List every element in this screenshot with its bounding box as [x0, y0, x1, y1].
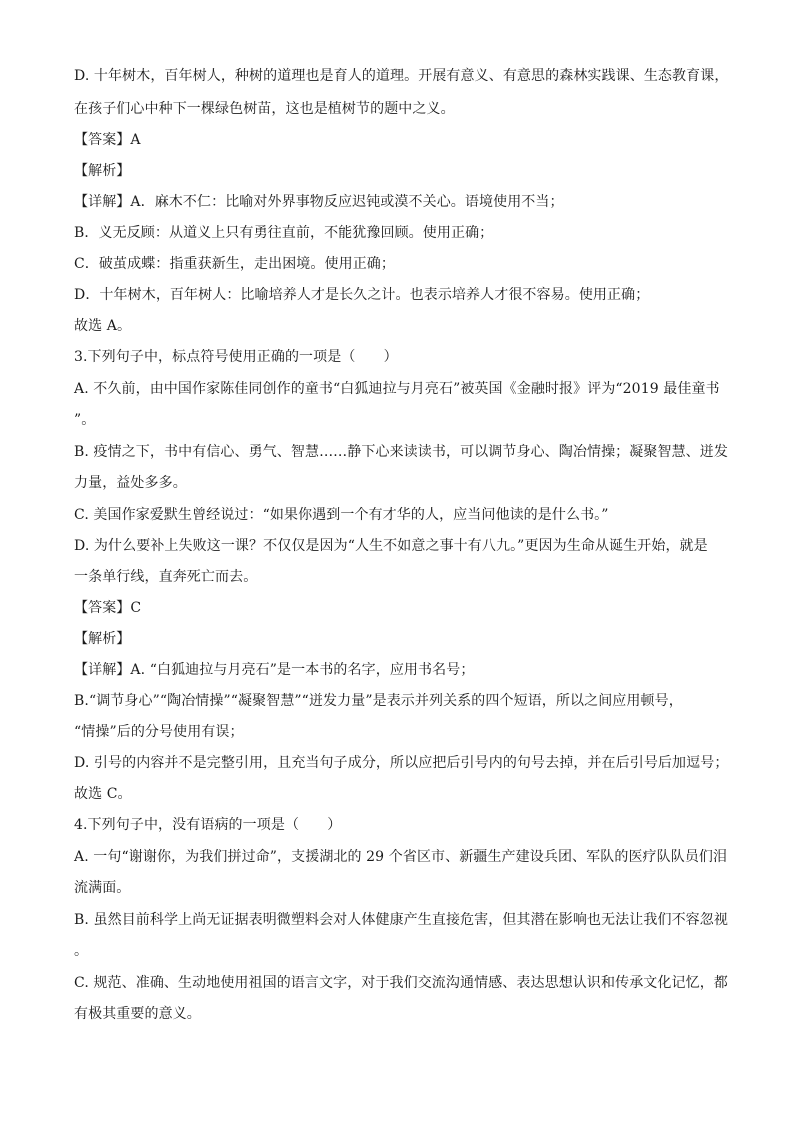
explanation-line: C．破茧成蝶：指重获新生，走出困境。使用正确；	[74, 256, 396, 272]
explanation-line: 【详解】A．麻木不仁：比喻对外界事物反应迟钝或漠不关心。语境使用不当；	[74, 194, 564, 210]
option-a-text-line-2: 流满面。	[74, 880, 131, 896]
answer-label: 【答案】C	[74, 600, 142, 616]
question-4-title: 4.下列句子中，没有语病的一项是（ ）	[74, 817, 342, 833]
explanation-line: D. 引号的内容并不是完整引用，且充当句子成分，所以应把后引号内的句号去掉，并在后引号后加逗号；	[74, 755, 729, 771]
option-d-text-line-1: D. 十年树木，百年树人，种树的道理也是育人的道理。开展有意义、有意思的森林实践课、生态教育课，	[74, 68, 729, 84]
explanation-line: B.“调节身心”“陶冶情操”“凝聚智慧”“迸发力量”是表示并列关系的四个短语，所以之间应用顿号，	[74, 693, 683, 709]
explanation-line: B．义无反顾：从道义上只有勇往直前，不能犹豫回顾。使用正确；	[74, 225, 494, 241]
option-b-text-line-1: B. 疫情之下，书中有信心、勇气、智慧……静下心来读读书，可以调节身心、陶冶情操；凝聚智慧、迸发	[74, 444, 728, 460]
explanation-line: D．十年树木，百年树人：比喻培养人才是长久之计。也表示培养人才很不容易。使用正确；	[74, 287, 650, 303]
analysis-label: 【解析】	[74, 631, 131, 647]
analysis-label: 【解析】	[74, 163, 131, 179]
answer-label: 【答案】A	[74, 132, 141, 148]
option-a-text-line-1: A. 不久前，由中国作家陈佳同创作的童书“白狐迪拉与月亮石”被英国《金融时报》评为“2019 最佳童书	[74, 381, 720, 397]
option-c-text-line-2: 有极其重要的意义。	[74, 1006, 201, 1022]
option-d-text-line-1: D. 为什么要补上失败这一课？不仅仅是因为“人生不如意之事十有八九。”更因为生命从诞生开始，就是	[74, 538, 708, 554]
explanation-line: 【详解】A. “白狐迪拉与月亮石”是一本书的名字，应用书名号；	[74, 662, 475, 678]
option-c-text-line-1: C. 规范、准确、生动地使用祖国的语言文字，对于我们交流沟通情感、表达思想认识和传承文化记忆，都	[74, 975, 728, 991]
option-a-text-line-1: A. 一句“谢谢你，为我们拼过命”，支援湖北的 29 个省区市、新疆生产建设兵团、军队的医疗队队员们泪	[74, 849, 728, 865]
option-b-text-line-1: B. 虽然目前科学上尚无证据表明微塑料会对人体健康产生直接危害，但其潜在影响也无法让我们不容忽视	[74, 912, 728, 928]
conclusion-line: 故选 A。	[74, 318, 132, 334]
option-d-text-line-2: 在孩子们心中种下一棵绿色树苗，这也是植树节的题中之义。	[74, 101, 455, 117]
option-c-text: C. 美国作家爱默生曾经说过：“如果你遇到一个有才华的人，应当问他读的是什么书。”	[74, 507, 609, 523]
conclusion-line: 故选 C。	[74, 786, 132, 802]
option-a-text-line-2: ”。	[74, 412, 96, 428]
question-3-title: 3.下列句子中，标点符号使用正确的一项是（ ）	[74, 349, 398, 365]
option-b-text-line-2: 。	[74, 943, 89, 959]
explanation-line: “情操”后的分号使用有误；	[74, 724, 244, 740]
option-b-text-line-2: 力量，益处多多。	[74, 475, 187, 491]
option-d-text-line-2: 一条单行线，直奔死亡而去。	[74, 569, 258, 585]
